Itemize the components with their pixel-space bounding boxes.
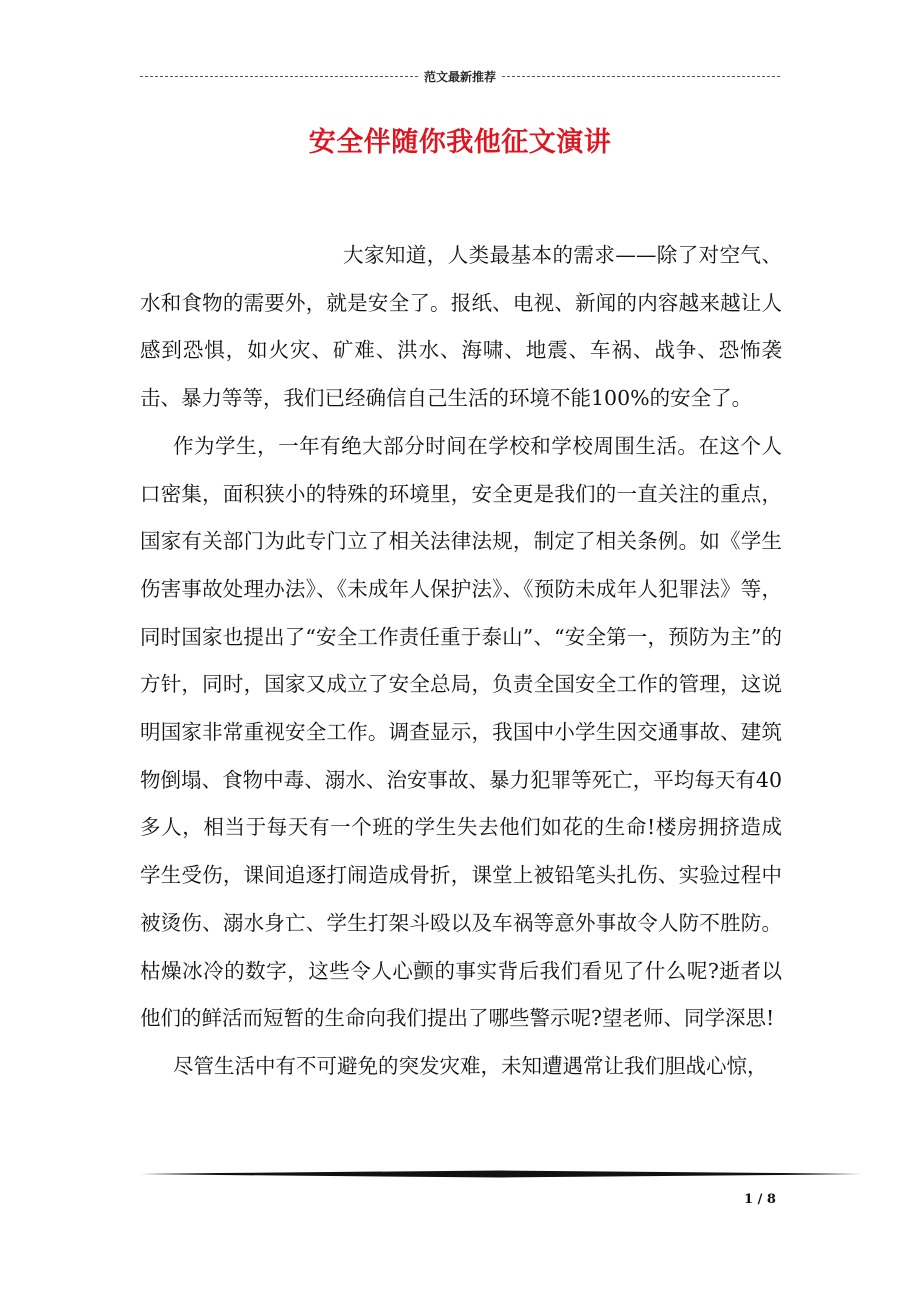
header-label: 范文最新推荐 — [424, 69, 497, 84]
header-left-dashes — [140, 76, 418, 77]
header-right-dashes — [502, 76, 780, 77]
paragraph-3: 尽管生活中有不可避免的突发灾难，未知遭遇常让我们胆战心惊， — [173, 1053, 768, 1078]
document-title: 安全伴随你我他征文演讲 — [308, 127, 612, 158]
footer-divider — [140, 1170, 862, 1178]
paragraph-1: 大家知道，人类最基本的需求——除了对空气、水和食物的需要外，就是安全了。报纸、电视、新闻的内容越来越让人感到恐惧，如火灾、矿难、洪水、海啸、地震、车祸、战争、恐怖袭击、暴力等等，我们已经确信自己生活的环境不能100%的安全了。 — [140, 243, 782, 411]
page-header — [140, 66, 780, 86]
document-body — [140, 232, 782, 1091]
page-number: 1 / 8 — [744, 1192, 776, 1207]
paragraph-2: 作为学生，一年有绝大部分时间在学校和学校周围生活。在这个人口密集，面积狭小的特殊的环境里，安全更是我们的一直关注的重点，国家有关部门为此专门立了相关法律法规，制定了相关条例。如《学生伤害事故处理办法》、《未成年人保护法》、《预防未成年人犯罪法》等，同时国家也提出了“安全工作责任重于泰山”、“安全第一，预防为主”的方针，同时，国家又成立了安全总局，负责全国安全工作的管理，这说明国家非常重视安全工作。调查显示，我国中小学生因交通事故、建筑物倒塌、食物中毒、溺水、治安事故、暴力犯罪等死亡，平均每天有40多人，相当于每天有一个班的学生失去他们如花的生命!楼房拥挤造成学生受伤，课间追逐打闹造成骨折，课堂上被铅笔头扎伤、实验过程中被烫伤、溺水身亡、学生打架斗殴以及车祸等意外事故令人防不胜防。枯燥冰冷的数字，这些令人心颤的事实背后我们看见了什么呢?逝者以他们的鲜活而短暂的生命向我们提出了哪些警示呢?望老师、同学深思! — [140, 433, 782, 1031]
